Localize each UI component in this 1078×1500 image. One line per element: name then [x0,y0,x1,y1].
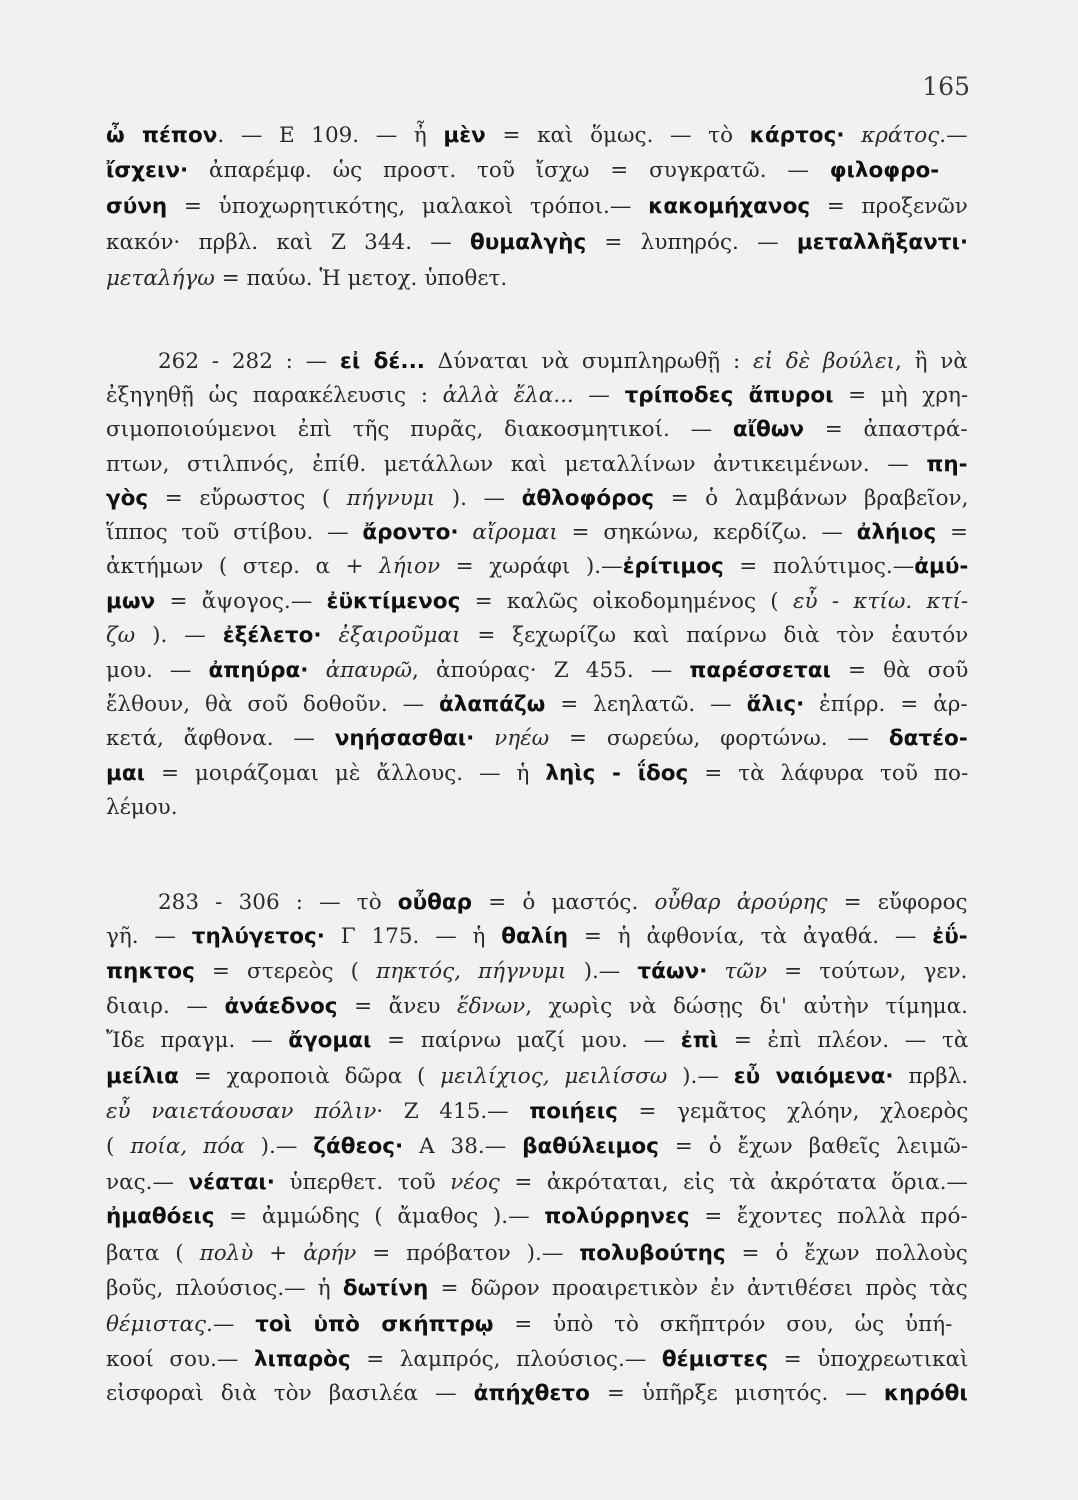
gloss-text: = ὁ ἔχων βαθεῖς λειμῶ- [658,1134,969,1159]
gloss-text: = ἄνευ [337,994,458,1019]
gloss-text: = [936,520,968,545]
gloss-text: Γ 175. — ἡ [324,924,502,949]
italic-term: αἴρομαι [472,520,558,545]
gloss-text: κετά, ἄφθονα. — [106,726,335,751]
gloss-text: · Ζ 415.— [376,1099,530,1124]
italic-term: λήιον [379,554,441,579]
gloss-text: = στερεὸς ( [194,959,377,984]
text-line [106,385,968,407]
headword: ἀπηύρα· [208,658,309,683]
text-line [106,1278,968,1300]
gloss-text: = ἔχοντες πολλὰ πρό- [689,1204,968,1229]
gloss-text: ἵππος τοῦ στίβου. — [106,520,363,545]
headword: νηήσασθαι· [334,726,475,751]
gloss-text: = εὔρωστος ( [148,486,347,511]
gloss-text [844,123,861,148]
headword: ἐξέλετο· [222,623,322,648]
gloss-text: = ἀμμώδης ( ἄμαθος ).— [214,1204,545,1229]
headword: θαλίη [501,924,569,949]
headword: νέαται· [188,1170,275,1195]
headword: ληὶς - ΐδος [545,761,689,786]
headword: τηλύγετος· [191,924,325,949]
headword: ἀπήχθετο [473,1381,590,1406]
gloss-text: = σωρεύω, φορτώνω. — [549,726,889,751]
gloss-text: = λαμπρός, πλούσιος.— [350,1347,662,1372]
italic-term: ἀλλὰ ἔλα... [442,383,574,408]
text-line [106,728,968,750]
gloss-text: Α 38.— [403,1134,523,1159]
text-line [106,1172,968,1194]
headword: ἀλαπάζω [439,692,546,717]
italic-term: ἕδνων [457,994,526,1019]
gloss-text: = ἡ ἀφθονία, τὰ ἀγαθά. — [568,924,933,949]
headword: σύνη [106,194,168,219]
text-line [158,892,968,914]
italic-term: οὖθαρ ἀρούρης [654,890,828,915]
headword: λιπαρὸς [253,1347,351,1372]
headword: ἀνάεδνος [224,994,338,1019]
gloss-text: = μὴ χρη- [833,383,969,408]
headword: ἀθλοφόρος [521,486,655,511]
text-line [106,556,968,578]
gloss-text: = ὑπὸ τὸ σκῆπτρόν σου, ὡς ὑπή- [493,1312,953,1337]
gloss-text: ).— [667,1064,734,1089]
gloss-text: ἐξηγηθῇ ὡς παρακέλευσις : [106,383,443,408]
text-line [106,196,968,218]
italic-term: ποία, πόα [130,1134,245,1159]
text-line [106,232,968,254]
gloss-text: 262 - 282 : — [158,349,340,374]
gloss-text: = παύω. Ἡ μετοχ. ὑποθετ. [214,266,508,291]
gloss-text: , ἀπούρας· Ζ 455. — [412,658,690,683]
text-line [106,454,968,476]
gloss-text: = ἀκρόταται, εἰς τὰ ἀκρότατα ὅρια.— [499,1170,968,1195]
gloss-text: ). — [135,623,223,648]
gloss-text: = λεηλατῶ. — [545,692,747,717]
gloss-text: σιμοποιούμενοι ἐπὶ τῆς πυρᾶς, διακοσμητικοί. — [106,417,733,442]
gloss-text: νας.— [106,1170,189,1195]
gloss-text: = μοιράζομαι μὲ ἄλλους. — ἡ [144,761,546,786]
gloss-text: κοοί σου.— [106,1347,254,1372]
gloss-text: ὑπερθετ. τοῦ [274,1170,451,1195]
gloss-text: 283 - 306 : — τὸ [158,890,398,915]
headword: μὲν [443,123,486,148]
italic-term: εὖ - κτίω. κτί- [792,589,969,614]
italic-term: ἀπαυρῶ [325,658,412,683]
text-line [106,1066,968,1088]
gloss-text: = ὁ λαμβάνων βραβεῖον, [654,486,969,511]
text-line [106,797,178,819]
headword: μαι [106,761,145,786]
headword: γὸς [106,486,149,511]
gloss-text: — [573,383,625,408]
headword: ἐπὶ [680,1028,719,1053]
italic-term: μεταλήγω [106,266,215,291]
text-line [106,160,939,182]
headword: ἐϋκτίμενος [326,589,461,614]
gloss-text: ).— [566,959,638,984]
gloss-text: = καλῶς οἰκοδομημένος ( [460,589,793,614]
text-line [106,660,968,682]
text-line [106,522,968,544]
headword: κακομήχανος [648,194,811,219]
gloss-text: Ἴδε πραγμ. — [106,1028,289,1053]
text-line [106,1349,968,1371]
gloss-text: πρβλ. [893,1064,969,1089]
headword: μων [106,589,156,614]
gloss-text: μου. — [106,658,209,683]
text-line [106,1314,952,1336]
headword: βαθύλειμος [522,1134,659,1159]
gloss-text: = χωράφι ).— [440,554,623,579]
headword: παρέσσεται [689,658,831,683]
italic-term: μειλίχιος, μειλίσσω [440,1064,668,1089]
headword: ἀμύ- [914,554,969,579]
headword: δατέο- [888,726,968,751]
headword: φιλοφρο- [829,158,940,183]
gloss-text [707,959,724,984]
gloss-text: διαιρ. — [106,994,225,1019]
gloss-text: = ἀπαστρά- [804,417,968,442]
text-line [106,996,968,1018]
gloss-text: = ὁ ἔχων πολλοὺς [725,1241,968,1266]
headword: πη- [926,452,968,477]
gloss-text: = ὑποχρεωτικαὶ [768,1347,969,1372]
gloss-text: πτων, στιλπνός, ἐπίθ. μετάλλων καὶ μεταλλίνων ἀντικειμένων. — [106,452,927,477]
headword: ἐΰ- [932,924,968,949]
gloss-text: λέμου. [106,795,178,820]
text-line [106,1101,968,1123]
italic-term: νηέω [494,726,550,751]
text-line [106,591,968,613]
headword: αἴθων [732,417,805,442]
headword: πηκτος [106,959,195,984]
gloss-text: .— [206,1312,256,1337]
text-line [106,694,968,716]
headword: εἰ δέ... [339,349,425,374]
gloss-text: = καὶ ὅμως. — τὸ [485,123,750,148]
headword: πολύρρηνες [544,1204,690,1229]
page-number: 165 [922,72,970,101]
italic-term: πολὺ + ἀρήν [199,1241,357,1266]
gloss-text: = σηκώνω, κερδίζω. — [557,520,857,545]
gloss-text: Δύναται νὰ συμπληρωθῇ : [424,349,753,374]
headword: ἠμαθόεις [106,1204,215,1229]
gloss-text: = θὰ σοῦ [830,658,969,683]
italic-term: νέος [450,1170,500,1195]
italic-term: κράτος. [861,123,947,148]
gloss-text: = προξενῶν [810,194,968,219]
text-line [106,1136,968,1158]
headword: κάρτος· [749,123,845,148]
headword: εὖ ναιόμενα· [733,1064,894,1089]
text-line [106,268,507,290]
text-line [106,1243,968,1265]
gloss-text: = δῶρον προαιρετικὸν ἐν ἀντιθέσει πρὸς τὰς [428,1276,968,1301]
headword: ἐρίτιμος [622,554,724,579]
headword: μείλια [106,1064,179,1089]
gloss-text: κακόν· πρβλ. καὶ Ζ 344. — [106,230,471,255]
text-line [106,1383,968,1405]
gloss-text: , χωρὶς νὰ δώσῃς δι' αὐτὴν τίμημα. [525,994,968,1019]
text-line [106,125,968,147]
italic-term: πηκτός, πήγνυμι [376,959,567,984]
gloss-text: ἀκτήμων ( στερ. α + [106,554,380,579]
gloss-text: — [946,123,968,148]
gloss-text: εἰσφοραὶ διὰ τὸν βασιλέα — [106,1381,474,1406]
headword: ζάθεος· [313,1134,404,1159]
text-line [106,961,967,983]
gloss-text: = γεμᾶτος χλόην, χλοερὸς [617,1099,969,1124]
headword: ἄροντο· [362,520,459,545]
headword: ποιήεις [529,1099,618,1124]
gloss-text: ἐπίρρ. = ἀρ- [804,692,968,717]
gloss-text [308,658,325,683]
text-line [106,763,968,785]
gloss-text: = χαροποιὰ δῶρα ( [178,1064,441,1089]
headword: τοὶ ὑπὸ σκήπτρῳ [255,1312,494,1337]
gloss-text: = ἄψογος.— [155,589,327,614]
headword: τρίποδες ἄπυροι [624,383,834,408]
gloss-text: = ὑποχωρητικότης, μαλακοὶ τρόποι.— [167,194,649,219]
text-line [106,488,968,510]
italic-term: ἐξαιροῦμαι [338,623,461,648]
italic-term: εὖ ναιετάουσαν πόλιν [106,1099,377,1124]
gloss-text [322,623,339,648]
text-line [106,419,968,441]
gloss-text: γῆ. — [106,924,192,949]
gloss-text: ( [106,1134,131,1159]
gloss-text: = ἐπὶ πλέον. — τὰ [718,1028,969,1053]
text-line [106,926,968,948]
text-line [106,625,968,647]
gloss-text [474,726,494,751]
gloss-text: = τούτων, γεν. [767,959,968,984]
gloss-text: = παίρνω μαζί μου. — [371,1028,681,1053]
text-line [106,1030,968,1052]
headword: θυμαλγὴς [470,230,587,255]
gloss-text: βατα ( [106,1241,200,1266]
headword: τάων· [637,959,708,984]
headword: θέμιστες [661,1347,769,1372]
gloss-text: = ὁ μαστός. [472,890,655,915]
gloss-text: = τὰ λάφυρα τοῦ πο- [688,761,969,786]
italic-term: ζω [106,623,136,648]
gloss-text: ἀπαρέμφ. ὡς προστ. τοῦ ἴσχω = συγκρατῶ. — [188,158,830,183]
gloss-text: βοῦς, πλούσιος.— ἡ [106,1276,343,1301]
italic-term: τῶν [724,959,768,984]
gloss-text: = πολύτιμος.— [723,554,915,579]
gloss-text: = ὑπῆρξε μισητός. — [589,1381,884,1406]
headword: μεταλλῆξαντι· [796,230,969,255]
text-line [158,351,968,373]
gloss-text: = ξεχωρίζω καὶ παίρνω διὰ τὸν ἑαυτόν [460,623,969,648]
headword: πολυβούτης [579,1241,726,1266]
gloss-text: ).— [244,1134,314,1159]
gloss-text: = λυπηρός. — [586,230,797,255]
italic-term: θέμιστας [106,1312,207,1337]
headword: ὦ πέπον [106,123,218,148]
gloss-text: = πρόβατον ).— [356,1241,580,1266]
italic-term: εἰ δὲ βούλει [752,349,895,374]
gloss-text: ). — [435,486,522,511]
headword: κηρόθι [883,1381,968,1406]
headword: ἄγομαι [288,1028,372,1053]
italic-term: πήγνυμι [346,486,436,511]
gloss-text: ἔλθουν, θὰ σοῦ δοθοῦν. — [106,692,440,717]
headword: οὖθαρ [397,890,473,915]
headword: ἀλήιος [856,520,937,545]
text-line [106,1206,968,1228]
headword: ἅλις· [746,692,805,717]
gloss-text: . — Ε 109. — ἦ [217,123,444,148]
headword: ἴσχειν· [106,158,189,183]
gloss-text [459,520,473,545]
gloss-text: , ἢ νὰ [894,349,968,374]
gloss-text: = εὔφορος [827,890,968,915]
headword: δωτίνη [342,1276,429,1301]
